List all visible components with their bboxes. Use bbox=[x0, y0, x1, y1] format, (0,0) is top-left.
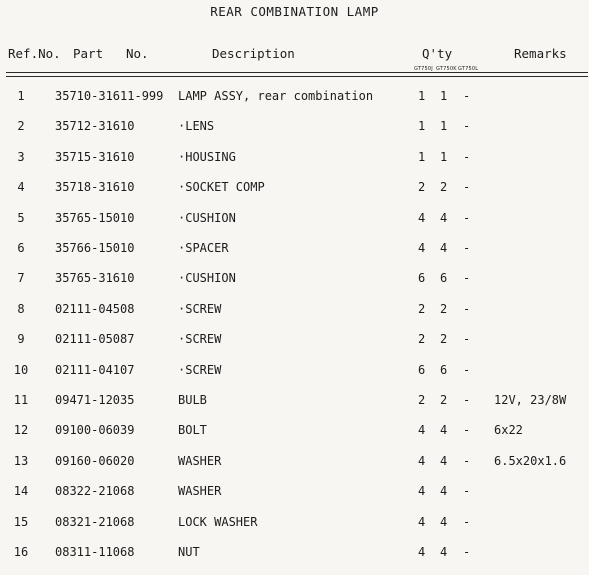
table-row bbox=[0, 454, 589, 484]
ref-no-cell: 15 bbox=[13, 514, 29, 529]
part-no-cell: 35712-31610 bbox=[55, 119, 135, 134]
part-no-cell: 09100-06039 bbox=[55, 423, 135, 438]
table-row bbox=[0, 332, 589, 362]
table-row bbox=[0, 271, 589, 301]
qty-gt750j-cell: 4 bbox=[418, 484, 426, 499]
description-cell: ·CUSHION bbox=[178, 271, 236, 286]
ref-no-cell: 1 bbox=[17, 89, 25, 103]
description-cell: LAMP ASSY, rear combination bbox=[178, 89, 374, 103]
qty-gt750l-cell: - bbox=[463, 241, 471, 255]
part-no-cell: 35715-31610 bbox=[55, 149, 135, 164]
table-row bbox=[0, 515, 589, 545]
ref-no-cell: 5 bbox=[17, 210, 25, 225]
qty-gt750j-cell: 4 bbox=[418, 423, 426, 438]
qty-gt750k-cell: 1 bbox=[440, 89, 448, 103]
qty-gt750l-cell: - bbox=[463, 514, 471, 529]
qty-gt750j-cell: 4 bbox=[418, 545, 426, 559]
qty-gt750j-cell: 6 bbox=[418, 271, 426, 286]
qty-gt750l-cell: - bbox=[463, 484, 471, 499]
qty-gt750j-cell: 1 bbox=[418, 119, 426, 134]
description-cell: ·CUSHION bbox=[178, 210, 236, 225]
part-no-cell: 08321-21068 bbox=[55, 514, 135, 529]
qty-gt750l-cell: - bbox=[463, 393, 471, 407]
part-no-cell: 08322-21068 bbox=[55, 484, 135, 499]
description-cell: ·HOUSING bbox=[178, 149, 236, 164]
part-no-cell: 35718-31610 bbox=[55, 180, 135, 195]
qty-gt750k-cell: 2 bbox=[440, 301, 448, 316]
part-no-cell: 35710-31611-999 bbox=[55, 89, 164, 103]
qty-gt750l-cell: - bbox=[463, 362, 471, 377]
qty-gt750k-cell: 4 bbox=[440, 514, 448, 529]
qty-gt750l-cell: - bbox=[463, 301, 471, 316]
description-cell: ·SCREW bbox=[178, 301, 222, 316]
qty-gt750k-cell: 6 bbox=[440, 362, 448, 377]
table-row bbox=[0, 302, 589, 332]
qty-gt750k-cell: 2 bbox=[440, 393, 448, 407]
table-row bbox=[0, 180, 589, 210]
qty-gt750j-cell: 4 bbox=[418, 453, 426, 468]
ref-no-cell: 7 bbox=[17, 271, 25, 286]
qty-gt750k-cell: 2 bbox=[440, 180, 448, 195]
table-row bbox=[0, 211, 589, 241]
description-cell: LOCK WASHER bbox=[178, 514, 258, 529]
header-ref-no: Ref.No. bbox=[8, 46, 61, 61]
table-row bbox=[0, 241, 589, 271]
qty-gt750j-cell: 6 bbox=[418, 362, 426, 377]
ref-no-cell: 3 bbox=[17, 149, 25, 164]
header-description: Description bbox=[212, 46, 295, 61]
part-no-cell: 35766-15010 bbox=[55, 241, 135, 255]
qty-model-2: GT750K bbox=[436, 66, 457, 72]
description-cell: WASHER bbox=[178, 484, 222, 499]
qty-model-3: GT750L bbox=[458, 66, 479, 72]
qty-gt750j-cell: 2 bbox=[418, 393, 426, 407]
ref-no-cell: 6 bbox=[17, 241, 25, 255]
ref-no-cell: 8 bbox=[17, 301, 25, 316]
header-rule-top bbox=[6, 72, 588, 73]
header-rule-bottom bbox=[6, 76, 588, 77]
table-row bbox=[0, 393, 589, 423]
qty-gt750j-cell: 2 bbox=[418, 301, 426, 316]
description-cell: WASHER bbox=[178, 453, 222, 468]
ref-no-cell: 4 bbox=[17, 180, 25, 195]
qty-gt750j-cell: 1 bbox=[418, 149, 426, 164]
description-cell: ·LENS bbox=[178, 119, 215, 134]
qty-gt750j-cell: 4 bbox=[418, 241, 426, 255]
qty-gt750l-cell: - bbox=[463, 453, 471, 468]
qty-gt750l-cell: - bbox=[463, 119, 471, 134]
qty-gt750k-cell: 4 bbox=[440, 241, 448, 255]
description-cell: ·SCREW bbox=[178, 332, 222, 347]
qty-gt750l-cell: - bbox=[463, 423, 471, 438]
qty-gt750l-cell: - bbox=[463, 149, 471, 164]
part-no-cell: 08311-11068 bbox=[55, 545, 135, 559]
table-row bbox=[0, 363, 589, 393]
ref-no-cell: 13 bbox=[13, 453, 29, 468]
table-row bbox=[0, 150, 589, 180]
qty-gt750k-cell: 4 bbox=[440, 210, 448, 225]
qty-gt750k-cell: 4 bbox=[440, 484, 448, 499]
qty-gt750l-cell: - bbox=[463, 180, 471, 195]
part-no-cell: 09471-12035 bbox=[55, 393, 135, 407]
header-no: No. bbox=[126, 46, 149, 61]
qty-gt750j-cell: 1 bbox=[418, 89, 426, 103]
description-cell: NUT bbox=[178, 545, 200, 559]
part-no-cell: 35765-15010 bbox=[55, 210, 135, 225]
qty-gt750l-cell: - bbox=[463, 271, 471, 286]
remarks-cell: 6.5x20x1.6 bbox=[494, 453, 567, 468]
part-no-cell: 02111-05087 bbox=[55, 332, 135, 347]
qty-gt750k-cell: 4 bbox=[440, 545, 448, 559]
part-no-cell: 35765-31610 bbox=[55, 271, 135, 286]
qty-gt750k-cell: 4 bbox=[440, 423, 448, 438]
qty-gt750j-cell: 4 bbox=[418, 514, 426, 529]
qty-gt750l-cell: - bbox=[463, 332, 471, 347]
remarks-cell: 6x22 bbox=[494, 423, 523, 438]
part-no-cell: 02111-04508 bbox=[55, 301, 135, 316]
table-row bbox=[0, 484, 589, 514]
header-qty: Q'ty bbox=[422, 46, 453, 61]
qty-gt750k-cell: 4 bbox=[440, 453, 448, 468]
ref-no-cell: 10 bbox=[13, 362, 29, 377]
ref-no-cell: 9 bbox=[17, 332, 25, 347]
qty-gt750l-cell: - bbox=[463, 89, 471, 103]
qty-gt750k-cell: 6 bbox=[440, 271, 448, 286]
header-part: Part bbox=[73, 46, 104, 61]
description-cell: ·SOCKET COMP bbox=[178, 180, 265, 195]
description-cell: ·SPACER bbox=[178, 241, 229, 255]
qty-model-1: GT750J bbox=[414, 66, 433, 72]
qty-gt750l-cell: - bbox=[463, 545, 471, 559]
qty-gt750j-cell: 4 bbox=[418, 210, 426, 225]
ref-no-cell: 16 bbox=[13, 545, 29, 559]
ref-no-cell: 14 bbox=[13, 484, 29, 499]
remarks-cell: 12V, 23/8W bbox=[494, 393, 567, 407]
table-row bbox=[0, 545, 589, 575]
qty-gt750j-cell: 2 bbox=[418, 180, 426, 195]
header-remarks: Remarks bbox=[514, 46, 567, 61]
table-row bbox=[0, 89, 589, 119]
description-cell: BOLT bbox=[178, 423, 207, 438]
table-row bbox=[0, 119, 589, 149]
table-row bbox=[0, 423, 589, 453]
description-cell: ·SCREW bbox=[178, 362, 222, 377]
qty-gt750j-cell: 2 bbox=[418, 332, 426, 347]
part-no-cell: 09160-06020 bbox=[55, 453, 135, 468]
qty-gt750k-cell: 1 bbox=[440, 149, 448, 164]
qty-gt750l-cell: - bbox=[463, 210, 471, 225]
part-no-cell: 02111-04107 bbox=[55, 362, 135, 377]
ref-no-cell: 12 bbox=[13, 423, 29, 438]
page-title: REAR COMBINATION LAMP bbox=[210, 4, 379, 19]
qty-gt750k-cell: 2 bbox=[440, 332, 448, 347]
ref-no-cell: 11 bbox=[13, 393, 29, 407]
qty-gt750k-cell: 1 bbox=[440, 119, 448, 134]
description-cell: BULB bbox=[178, 393, 207, 407]
ref-no-cell: 2 bbox=[17, 119, 25, 134]
